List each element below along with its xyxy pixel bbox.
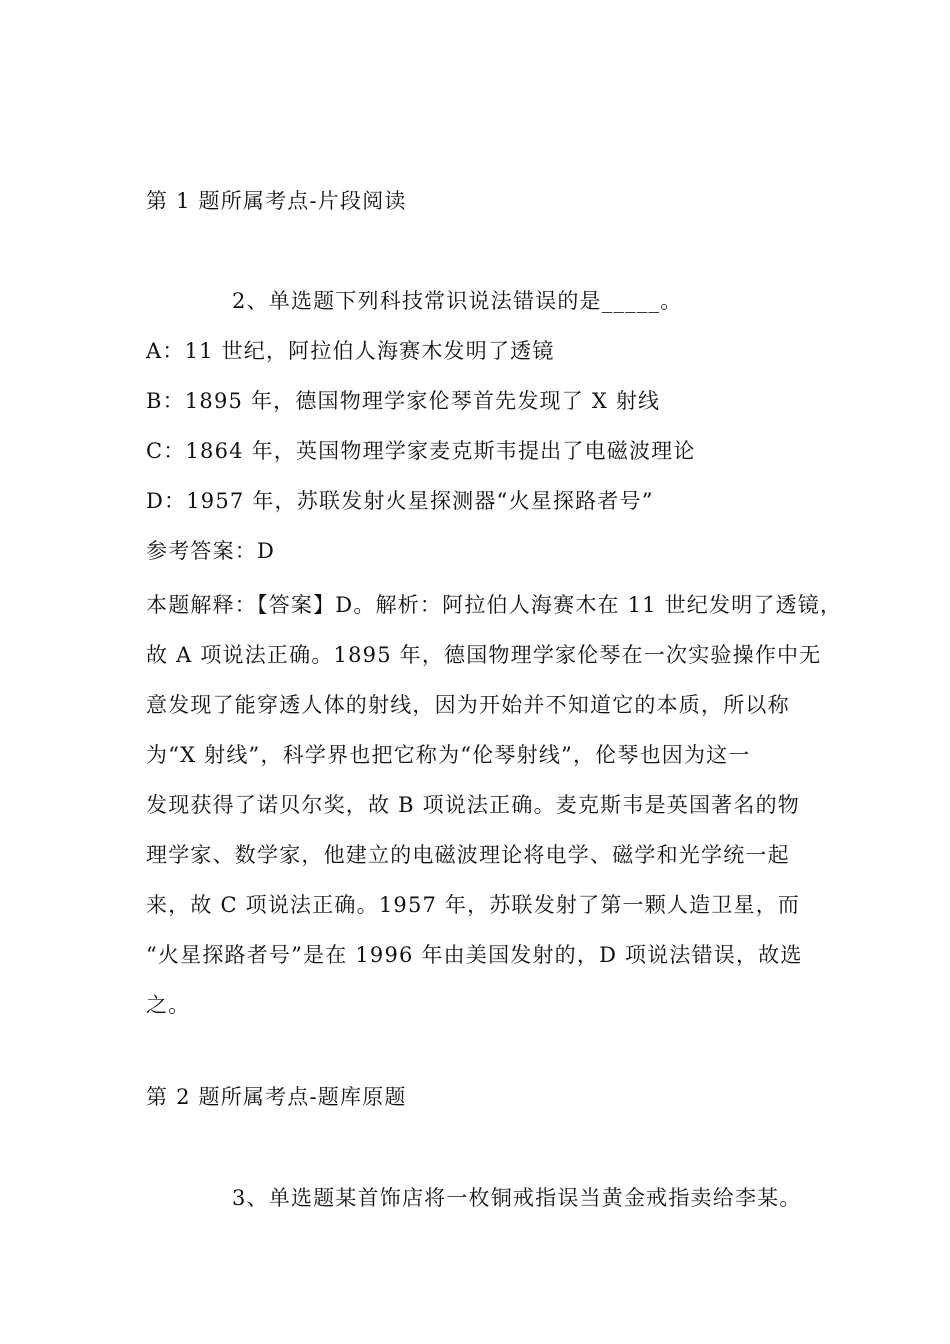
q2-option-b: B：1895 年，德国物理学家伦琴首先发现了 X 射线 <box>146 389 661 413</box>
explanation-line: 之。 <box>146 993 191 1017</box>
q2-option-a: A：11 世纪，阿拉伯人海赛木发明了透镜 <box>146 339 555 363</box>
q1-topic-heading: 第 1 题所属考点-片段阅读 <box>146 189 407 213</box>
explanation-line: 为“X 射线”，科学界也把它称为“伦琴射线”，伦琴也因为这一 <box>146 743 751 767</box>
q2-option-c: C：1864 年，英国物理学家麦克斯韦提出了电磁波理论 <box>146 439 696 463</box>
explanation-line: 故 A 项说法正确。1895 年，德国物理学家伦琴在一次实验操作中无 <box>146 643 822 667</box>
q2-answer: 参考答案：D <box>146 539 276 563</box>
q3-stem: 3、单选题某首饰店将一枚铜戒指误当黄金戒指卖给李某。 <box>232 1186 802 1210</box>
explanation-line: 来，故 C 项说法正确。1957 年，苏联发射了第一颗人造卫星，而 <box>146 893 801 917</box>
q2-topic-heading: 第 2 题所属考点-题库原题 <box>146 1085 407 1109</box>
explanation-line: 发现获得了诺贝尔奖，故 B 项说法正确。麦克斯韦是英国著名的物 <box>146 793 800 817</box>
q2-option-d: D：1957 年，苏联发射火星探测器“火星探路者号” <box>146 489 654 513</box>
explanation-line: 本题解释：【答案】D。解析：阿拉伯人海赛木在 11 世纪发明了透镜， <box>146 593 843 617</box>
explanation-line: 理学家、数学家，他建立的电磁波理论将电学、磁学和光学统一起 <box>146 843 790 867</box>
q2-stem: 2、单选题下列科技常识说法错误的是_____。 <box>232 289 683 313</box>
explanation-line: “火星探路者号”是在 1996 年由美国发射的，D 项说法错误，故选 <box>146 943 803 967</box>
q2-explanation <box>146 580 843 1030</box>
explanation-line: 意发现了能穿透人体的射线，因为开始并不知道它的本质，所以称 <box>146 693 790 717</box>
